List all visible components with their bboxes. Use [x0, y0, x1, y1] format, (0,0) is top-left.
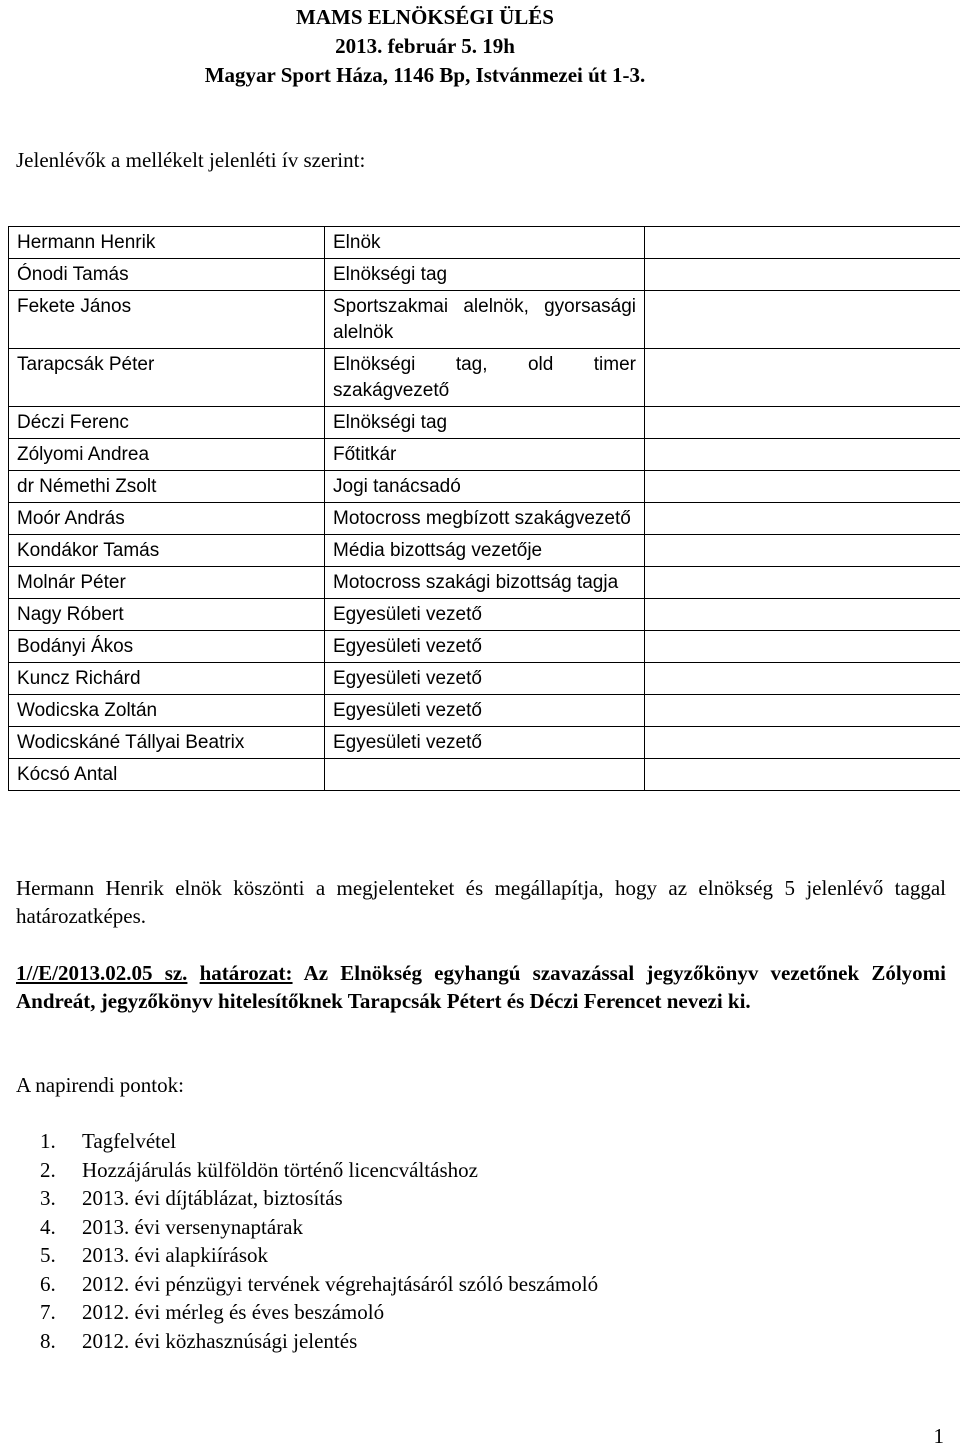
agenda-item-number: 7.: [40, 1300, 56, 1324]
table-row: [9, 727, 960, 759]
list-item: [40, 1156, 598, 1185]
empty-cell: [645, 439, 960, 471]
attendee-role: Elnökségi tag: [325, 259, 645, 291]
table-row: [9, 663, 960, 695]
agenda-item-text: Tagfelvétel: [82, 1129, 177, 1153]
empty-cell: [645, 503, 960, 535]
attendee-name: Kuncz Richárd: [9, 663, 325, 695]
agenda-item-text: 2013. évi díjtáblázat, biztosítás: [82, 1186, 343, 1210]
attendee-name: Wodicska Zoltán: [9, 695, 325, 727]
empty-cell: [645, 291, 960, 349]
empty-cell: [645, 759, 960, 791]
resolution-number: 1//E/2013.02.05 sz.: [16, 961, 188, 985]
empty-cell: [645, 567, 960, 599]
table-row: [9, 695, 960, 727]
agenda-item-number: 1.: [40, 1129, 56, 1153]
attendee-name: Fekete János: [9, 291, 325, 349]
list-item: [40, 1127, 598, 1156]
empty-cell: [645, 663, 960, 695]
empty-cell: [645, 695, 960, 727]
attendee-role: Média bizottság vezetője: [325, 535, 645, 567]
attendee-role: Egyesületi vezető: [325, 727, 645, 759]
resolution-text: Az Elnökség egyhangú szavazással jegyzőkönyv vezetőnek Zólyomi Andreát, jegyzőkönyv hitelesítőknek Tarapcsák Pétert és Déczi Ferencet nevezi ki.: [16, 961, 946, 1013]
table-row: [9, 759, 960, 791]
empty-cell: [645, 227, 960, 259]
attendee-name: Déczi Ferenc: [9, 407, 325, 439]
welcome-paragraph: Hermann Henrik elnök köszönti a megjelenteket és megállapítja, hogy az elnökség 5 jelenlévő taggal határozatképes.: [16, 876, 946, 928]
attendee-role: Sportszakmai alelnök, gyorsasági alelnök: [325, 291, 645, 349]
empty-cell: [645, 631, 960, 663]
agenda-item-text: 2013. évi alapkiírások: [82, 1243, 269, 1267]
resolution-label: határozat:: [199, 961, 293, 985]
attendee-name: Wodicskáné Tállyai Beatrix: [9, 727, 325, 759]
table-row: [9, 291, 960, 349]
agenda-item-number: 4.: [40, 1214, 56, 1239]
attendee-name: Bodányi Ákos: [9, 631, 325, 663]
document-header: [0, 3, 850, 90]
attendees-table: [8, 226, 960, 791]
meeting-location: Magyar Sport Háza, 1146 Bp, Istvánmezei út 1-3.: [204, 63, 646, 87]
agenda-item-text: Hozzájárulás külföldön történő licencváltáshoz: [82, 1157, 478, 1182]
agenda-item-text: 2012. évi közhasznúsági jelentés: [82, 1328, 358, 1353]
empty-cell: [645, 471, 960, 503]
meeting-title: MAMS ELNÖKSÉGI ÜLÉS: [296, 5, 554, 29]
attendee-name: Zólyomi Andrea: [9, 439, 325, 471]
table-row: [9, 349, 960, 407]
attendee-name: Nagy Róbert: [9, 599, 325, 631]
attendee-name: Ónodi Tamás: [9, 259, 325, 291]
attendee-role: Motocross szakági bizottság tagja: [325, 567, 645, 599]
attendee-role: Egyesületi vezető: [325, 695, 645, 727]
table-row: [9, 259, 960, 291]
agenda-item-text: 2012. évi mérleg és éves beszámoló: [82, 1300, 385, 1324]
table-row: [9, 407, 960, 439]
attendee-role: Egyesületi vezető: [325, 631, 645, 663]
attendee-name: Tarapcsák Péter: [9, 349, 325, 407]
attendee-role: Elnök: [325, 227, 645, 259]
attendee-role: [325, 759, 645, 791]
attendee-role: Egyesületi vezető: [325, 599, 645, 631]
attendee-role: Elnökségi tag: [325, 407, 645, 439]
attendee-role: Jogi tanácsadó: [325, 471, 645, 503]
empty-cell: [645, 407, 960, 439]
list-item: [40, 1327, 598, 1356]
list-item: [40, 1213, 598, 1242]
attendee-name: dr Némethi Zsolt: [9, 471, 325, 503]
empty-cell: [645, 259, 960, 291]
empty-cell: [645, 349, 960, 407]
attendee-role: Egyesületi vezető: [325, 663, 645, 695]
agenda-item-number: 2.: [40, 1157, 56, 1182]
resolution-paragraph: [16, 959, 946, 1015]
agenda-item-number: 8.: [40, 1328, 56, 1353]
attendee-name: Kondákor Tamás: [9, 535, 325, 567]
empty-cell: [645, 727, 960, 759]
agenda-title: A napirendi pontok:: [16, 1073, 184, 1097]
agenda-list: [40, 1127, 598, 1355]
page-number: 1: [933, 1424, 944, 1448]
list-item: [40, 1184, 598, 1213]
agenda-item-number: 6.: [40, 1271, 56, 1296]
table-row: [9, 599, 960, 631]
attendance-intro: Jelenlévők a mellékelt jelenléti ív szerint:: [16, 148, 366, 172]
meeting-date: 2013. február 5. 19h: [335, 34, 515, 58]
attendee-role: Főtitkár: [325, 439, 645, 471]
table-row: [9, 227, 960, 259]
attendee-name: Molnár Péter: [9, 567, 325, 599]
empty-cell: [645, 535, 960, 567]
attendee-role: Motocross megbízott szakágvezető: [325, 503, 645, 535]
table-row: [9, 535, 960, 567]
list-item: [40, 1241, 598, 1270]
attendee-role: Elnökségi tag, old timer szakágvezető: [325, 349, 645, 407]
table-row: [9, 567, 960, 599]
agenda-item-text: 2012. évi pénzügyi tervének végrehajtásáról szóló beszámoló: [82, 1271, 599, 1296]
attendee-name: Moór András: [9, 503, 325, 535]
agenda-item-number: 3.: [40, 1186, 56, 1210]
table-row: [9, 439, 960, 471]
attendee-name: Hermann Henrik: [9, 227, 325, 259]
agenda-item-number: 5.: [40, 1243, 56, 1267]
table-row: [9, 631, 960, 663]
table-row: [9, 503, 960, 535]
attendee-name: Kócsó Antal: [9, 759, 325, 791]
list-item: [40, 1270, 598, 1299]
list-item: [40, 1298, 598, 1327]
agenda-item-text: 2013. évi versenynaptárak: [82, 1214, 304, 1239]
empty-cell: [645, 599, 960, 631]
table-row: [9, 471, 960, 503]
